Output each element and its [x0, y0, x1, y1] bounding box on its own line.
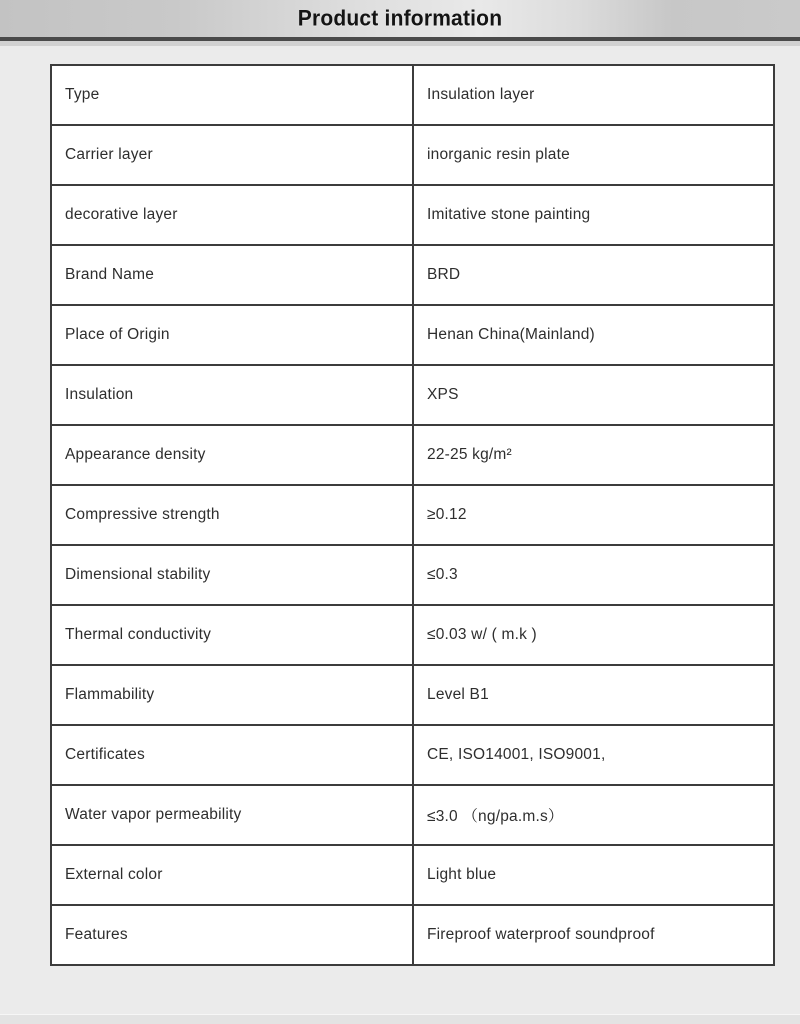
spec-value-cell: Light blue [413, 845, 774, 905]
table-row [51, 785, 774, 845]
spec-label-cell: Features [51, 905, 413, 965]
spec-label-cell: Flammability [51, 665, 413, 725]
table-row [51, 425, 774, 485]
table-row [51, 485, 774, 545]
spec-value-cell: Level B1 [413, 665, 774, 725]
spec-value-cell: 22-25 kg/m² [413, 425, 774, 485]
table-row [51, 605, 774, 665]
page-header [0, 0, 800, 41]
product-info-section [50, 64, 775, 966]
table-row [51, 905, 774, 965]
table-row [51, 545, 774, 605]
spec-value-cell: CE, ISO14001, ISO9001, [413, 725, 774, 785]
spec-value-cell: ≤3.0 （ng/pa.m.s） [413, 785, 774, 845]
spec-label-cell: External color [51, 845, 413, 905]
spec-label-cell: Brand Name [51, 245, 413, 305]
spec-label-cell: decorative layer [51, 185, 413, 245]
spec-value-cell: ≤0.03 w/ ( m.k ) [413, 605, 774, 665]
spec-label-cell: Type [51, 65, 413, 125]
spec-label-cell: Appearance density [51, 425, 413, 485]
table-row [51, 125, 774, 185]
table-row [51, 845, 774, 905]
spec-label-cell: Carrier layer [51, 125, 413, 185]
spec-label-cell: Insulation [51, 365, 413, 425]
spec-value-cell: Insulation layer [413, 65, 774, 125]
spec-value-cell: Fireproof waterproof soundproof [413, 905, 774, 965]
spec-label-cell: Place of Origin [51, 305, 413, 365]
page-footer-edge [0, 1014, 800, 1024]
table-row [51, 725, 774, 785]
spec-value-cell: inorganic resin plate [413, 125, 774, 185]
table-row [51, 185, 774, 245]
spec-value-cell: XPS [413, 365, 774, 425]
spec-value-cell: ≤0.3 [413, 545, 774, 605]
product-table [50, 64, 775, 966]
spec-label-cell: Thermal conductivity [51, 605, 413, 665]
spec-label-cell: Compressive strength [51, 485, 413, 545]
spec-value-cell: BRD [413, 245, 774, 305]
table-row [51, 665, 774, 725]
table-row [51, 245, 774, 305]
spec-value-cell: Henan China(Mainland) [413, 305, 774, 365]
spec-label-cell: Certificates [51, 725, 413, 785]
spec-label-cell: Dimensional stability [51, 545, 413, 605]
spec-value-cell: Imitative stone painting [413, 185, 774, 245]
table-row [51, 305, 774, 365]
spec-label-cell: Water vapor permeability [51, 785, 413, 845]
spec-value-cell: ≥0.12 [413, 485, 774, 545]
product-table-body [51, 65, 774, 965]
table-row [51, 365, 774, 425]
table-row [51, 65, 774, 125]
page-title: Product information [297, 5, 503, 31]
